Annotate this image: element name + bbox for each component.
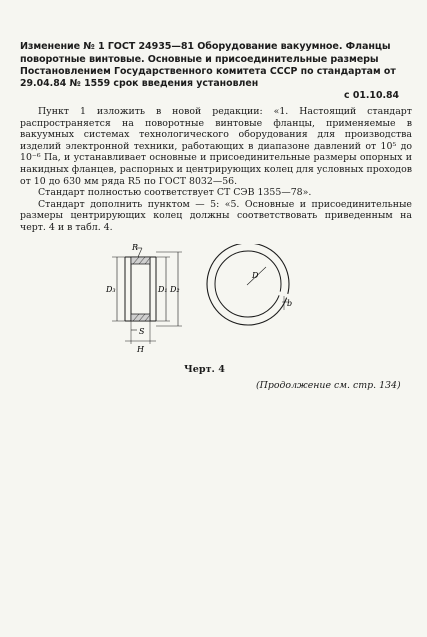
decree-text: Постановлением Государственного комитета СССР по стандартам от 29.04.84 № 1559 срок введения установлен (20, 66, 396, 89)
ring-drawing (90, 244, 350, 356)
ring-section-view (112, 248, 182, 344)
label-r: R (132, 244, 139, 252)
label-d-circle: D (252, 271, 259, 280)
label-s: S (139, 327, 145, 336)
paragraph-1: Пункт 1 изложить в новой редакции: «1. Настоящий стандарт распространяется на поворотные винтовые фланцы, применяемые в вакуумных системах технологического оборудования для производства изделий электронной техники, работающих в диапазоне давлений от 10⁵ до 10⁻⁶ Па, и устанавливает основные и присоединительные размеры опорных и накидных фланцев, распорных и центрирующих колец для условных проходов от 10 до 630 мм ряда R5 по ГОСТ 8032—56. (20, 106, 412, 187)
effective-date: с 01.10.84 (344, 90, 400, 101)
figure-caption: Черт. 4 (184, 364, 225, 375)
continuation-note: (Продолжение см. стр. 134) (256, 380, 401, 391)
amendment-title: Изменение № 1 ГОСТ 24935—81 Оборудование вакуумное. Фланцы поворотные винтовые. Основные и присоединительные размеры (20, 41, 391, 65)
label-b: b (287, 299, 293, 308)
ring-plan-view (207, 244, 289, 325)
paragraph-3: Стандарт дополнить пунктом — 5: «5. Основные и присоединительные размеры центрирующих колец должны соответствовать приведенным на черт. 4 и в табл. 4. (20, 198, 412, 233)
label-d2: D₂ (170, 285, 180, 294)
leader-r (138, 248, 142, 257)
paragraph-2: Стандарт полностью соответствует СТ СЭВ 1355—78». (38, 187, 312, 199)
label-h: H (137, 345, 144, 354)
ring-outer-circle (207, 244, 289, 325)
label-d3: D₃ (106, 285, 116, 294)
ring-split-gap (278, 293, 288, 296)
body-text (20, 106, 412, 234)
label-d1: D₁ (158, 285, 168, 294)
